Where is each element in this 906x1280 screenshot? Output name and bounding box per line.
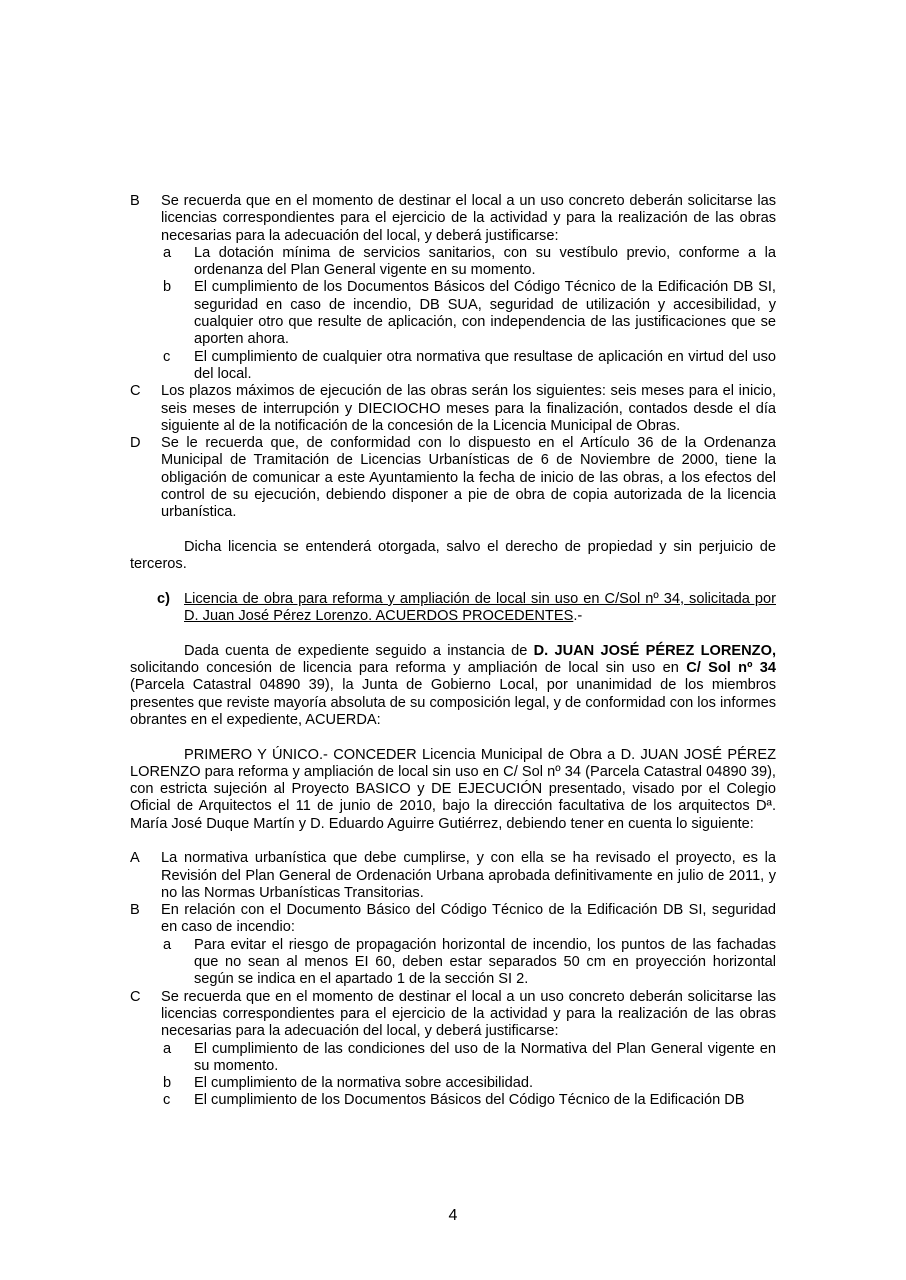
intro-text: (Parcela Catastral 04890 39), la Junta de Gobierno Local, por unanimidad de los miembros presentes que reviste mayoría absoluta de su composición legal, y de conformidad con los informes obrantes en el expediente, ACUERDA: — [130, 677, 776, 728]
item-label: B — [130, 193, 140, 209]
section-suffix: .- — [573, 608, 583, 625]
sub-item — [161, 937, 776, 989]
sub-item — [161, 279, 776, 348]
section-heading — [157, 591, 776, 626]
sub-label: a — [163, 936, 172, 953]
item-label: B — [130, 902, 140, 919]
sub-item — [161, 1041, 776, 1076]
sub-item — [161, 1075, 776, 1092]
sub-text: El cumplimiento de los Documentos Básicos del Código Técnico de la Edificación DB SI, seguridad en caso de incendio, DB SUA, seguridad de utilización y accesibilidad, y cualquier otro que resulte de aplicación, con independencia de las justificaciones que se aporten ahora. — [194, 279, 776, 348]
sub-item — [161, 245, 776, 280]
closing-paragraph: Dicha licencia se entenderá otorgada, salvo el derecho de propiedad y sin perjuicio de terceros. — [130, 538, 776, 573]
intro-paragraph — [130, 643, 776, 729]
sub-text: El cumplimiento de las condiciones del uso de la Normativa del Plan General vigente en su momento. — [194, 1040, 776, 1074]
section-label: c) — [157, 590, 170, 607]
sub-item — [161, 1092, 776, 1109]
section-title: Licencia de obra para reforma y ampliación de local sin uso en C/Sol nº 34, solicitada por D. Juan José Pérez Lorenzo. ACUERDOS PROCEDENTES — [184, 590, 776, 625]
sub-label: a — [163, 244, 172, 261]
document-page — [130, 193, 776, 1110]
list-item — [130, 193, 776, 245]
item-label: C — [130, 383, 141, 400]
applicant-name: D. JUAN JOSÉ PÉREZ LORENZO, — [533, 642, 776, 659]
sub-text: El cumplimiento de los Documentos Básicos del Código Técnico de la Edificación DB — [194, 1092, 745, 1109]
sub-text: Para evitar el riesgo de propagación horizontal de incendio, los puntos de las fachadas que no sean al menos EI 60, deben estar separados 50 cm en proyección horizontal según se indica en el apartado 1 de la sección SI 2. — [194, 936, 776, 988]
list-item — [130, 902, 776, 937]
conditions-list-1 — [130, 193, 776, 522]
item-text: Se recuerda que en el momento de destinar el local a un uso concreto deberán solicitarse las licencias correspondientes para el ejercicio de la actividad y para la realización de las obras necesarias para la adecuación del local, y deberá justificarse: — [161, 193, 776, 244]
resolution-paragraph: PRIMERO Y ÚNICO.- CONCEDER Licencia Municipal de Obra a D. JUAN JOSÉ PÉREZ LORENZO para reforma y ampliación de local sin uso en C/ Sol nº 34 (Parcela Catastral 04890 39), con estricta sujeción al Proyecto BASICO y DE EJECUCIÓN presentado, visado por el Colegio Oficial de Arquitectos el 11 de junio de 2010, bajo la dirección facultativa de los arquitectos Dª. María José Duque Martín y D. Eduardo Aguirre Gutiérrez, debiendo tener en cuenta lo siguiente: — [130, 746, 776, 832]
item-text: Se recuerda que en el momento de destinar el local a un uso concreto deberán solicitarse las licencias correspondientes para el ejercicio de la actividad y para la realización de las obras necesarias para la adecuación del local, y deberá justificarse: — [161, 988, 776, 1040]
sub-label: b — [163, 1075, 172, 1092]
item-label: D — [130, 435, 141, 452]
item-text: Se le recuerda que, de conformidad con lo dispuesto en el Artículo 36 de la Ordenanza Municipal de Tramitación de Licencias Urbanísticas de 6 de Noviembre de 2000, tiene la obligación de comunicar a este Ayuntamiento la fecha de inicio de las obras, a los efectos del control de su ejecución, debiendo disponer a pie de obra de copia autorizada de la licencia urbanística. — [161, 435, 776, 521]
intro-text: solicitando concesión de licencia para reforma y ampliación de local sin uso en — [130, 660, 687, 677]
page-number: 4 — [448, 1207, 458, 1224]
sub-text: El cumplimiento de cualquier otra normativa que resultase de aplicación en virtud del uso del local. — [194, 348, 776, 382]
address: C/ Sol nº 34 — [686, 660, 776, 677]
list-item — [130, 850, 776, 902]
sub-label: a — [163, 1040, 172, 1057]
item-label: A — [130, 850, 140, 867]
sub-label: b — [163, 279, 172, 296]
conditions-list-2 — [130, 850, 776, 1109]
sub-item — [161, 349, 776, 384]
sub-text: El cumplimiento de la normativa sobre accesibilidad. — [194, 1075, 534, 1092]
list-item — [130, 435, 776, 521]
intro-text: Dada cuenta de expediente seguido a instancia de — [184, 642, 534, 659]
item-text: Los plazos máximos de ejecución de las obras serán los siguientes: seis meses para el inicio, seis meses de interrupción y DIECIOCHO meses para la finalización, contados desde el día siguiente al de la notificación de la concesión de la Licencia Municipal de Obras. — [161, 383, 776, 434]
sub-label: c — [163, 1092, 171, 1109]
list-item — [130, 383, 776, 435]
item-text: En relación con el Documento Básico del Código Técnico de la Edificación DB SI, seguridad en caso de incendio: — [161, 902, 776, 936]
list-item — [130, 989, 776, 1041]
sub-label: c — [163, 348, 171, 365]
item-label: C — [130, 988, 141, 1005]
sub-text: La dotación mínima de servicios sanitarios, con su vestíbulo previo, conforme a la ordenanza del Plan General vigente en su momento. — [194, 244, 776, 279]
item-text: La normativa urbanística que debe cumplirse, y con ella se ha revisado el proyecto, es la Revisión del Plan General de Ordenación Urbana aprobada definitivamente en julio de 2011, y no las Normas Urbanísticas Transitorias. — [161, 850, 776, 901]
